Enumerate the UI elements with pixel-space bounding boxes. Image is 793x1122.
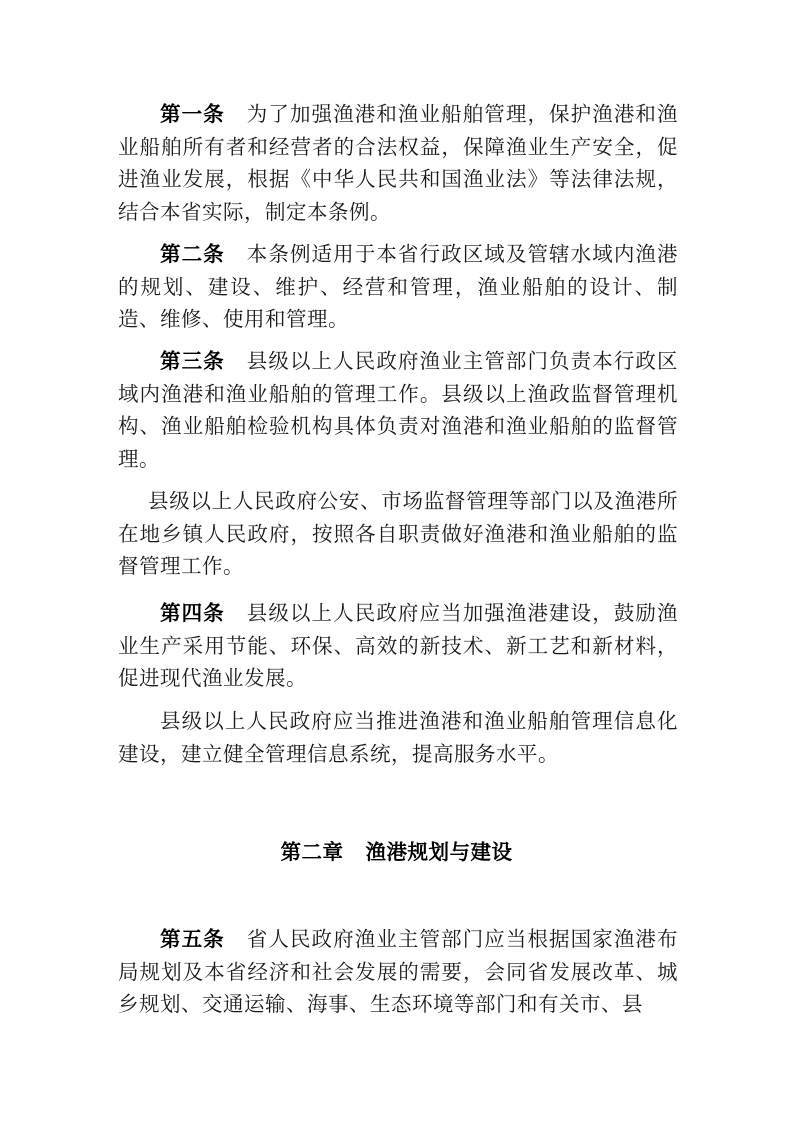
article-text: 本条例适用于本省行政区域及管辖水域内渔港的规划、建设、维护、经营和管理，渔业船舶的设计、制造、维修、使用和管理。 xyxy=(118,242,679,331)
article-text: 县级以上人民政府应当加强渔港建设，鼓励渔业生产采用节能、环保、高效的新技术、新工艺和新材料，促进现代渔业发展。 xyxy=(118,601,679,690)
chapter-heading xyxy=(0,835,793,865)
article-2 xyxy=(118,238,678,336)
chapter-title: 渔港规划与建设 xyxy=(365,840,513,864)
article-label: 第四条 xyxy=(160,601,225,625)
article-label: 第一条 xyxy=(160,102,225,126)
article-label: 第二条 xyxy=(160,242,225,266)
article-4 xyxy=(118,597,678,695)
article-text: 县级以上人民政府渔业主管部门负责本行政区域内渔港和渔业船舶的管理工作。县级以上渔政监督管理机构、渔业船舶检验机构具体负责对渔港和渔业船舶的监督管理。 xyxy=(118,349,679,471)
article-text: 为了加强渔港和渔业船舶管理，保护渔港和渔业船舶所有者和经营者的合法权益，保障渔业生产安全，促进渔业发展，根据《中华人民共和国渔业法》等法律法规，结合本省实际，制定本条例。 xyxy=(118,102,679,224)
article-text: 省人民政府渔业主管部门应当根据国家渔港布局规划及本省经济和社会发展的需要，会同省发展改革、城乡规划、交通运输、海事、生态环境等部门和有关市、县 xyxy=(118,927,679,1016)
article-1 xyxy=(118,98,678,228)
article-label: 第三条 xyxy=(160,349,225,373)
article-3 xyxy=(118,345,678,475)
paragraph-text: 县级以上人民政府应当推进渔港和渔业船舶管理信息化建设，建立健全管理信息系统，提高服务水平。 xyxy=(118,709,678,766)
article-5 xyxy=(118,923,678,1021)
article-3-paragraph-2 xyxy=(118,485,678,583)
article-label: 第五条 xyxy=(160,927,225,951)
paragraph-text: 县级以上人民政府公安、市场监督管理等部门以及渔港所在地乡镇人民政府，按照各自职责做好渔港和渔业船舶的监督管理工作。 xyxy=(118,489,678,578)
article-4-paragraph-2 xyxy=(118,705,678,770)
chapter-number: 第二章 xyxy=(280,840,344,864)
